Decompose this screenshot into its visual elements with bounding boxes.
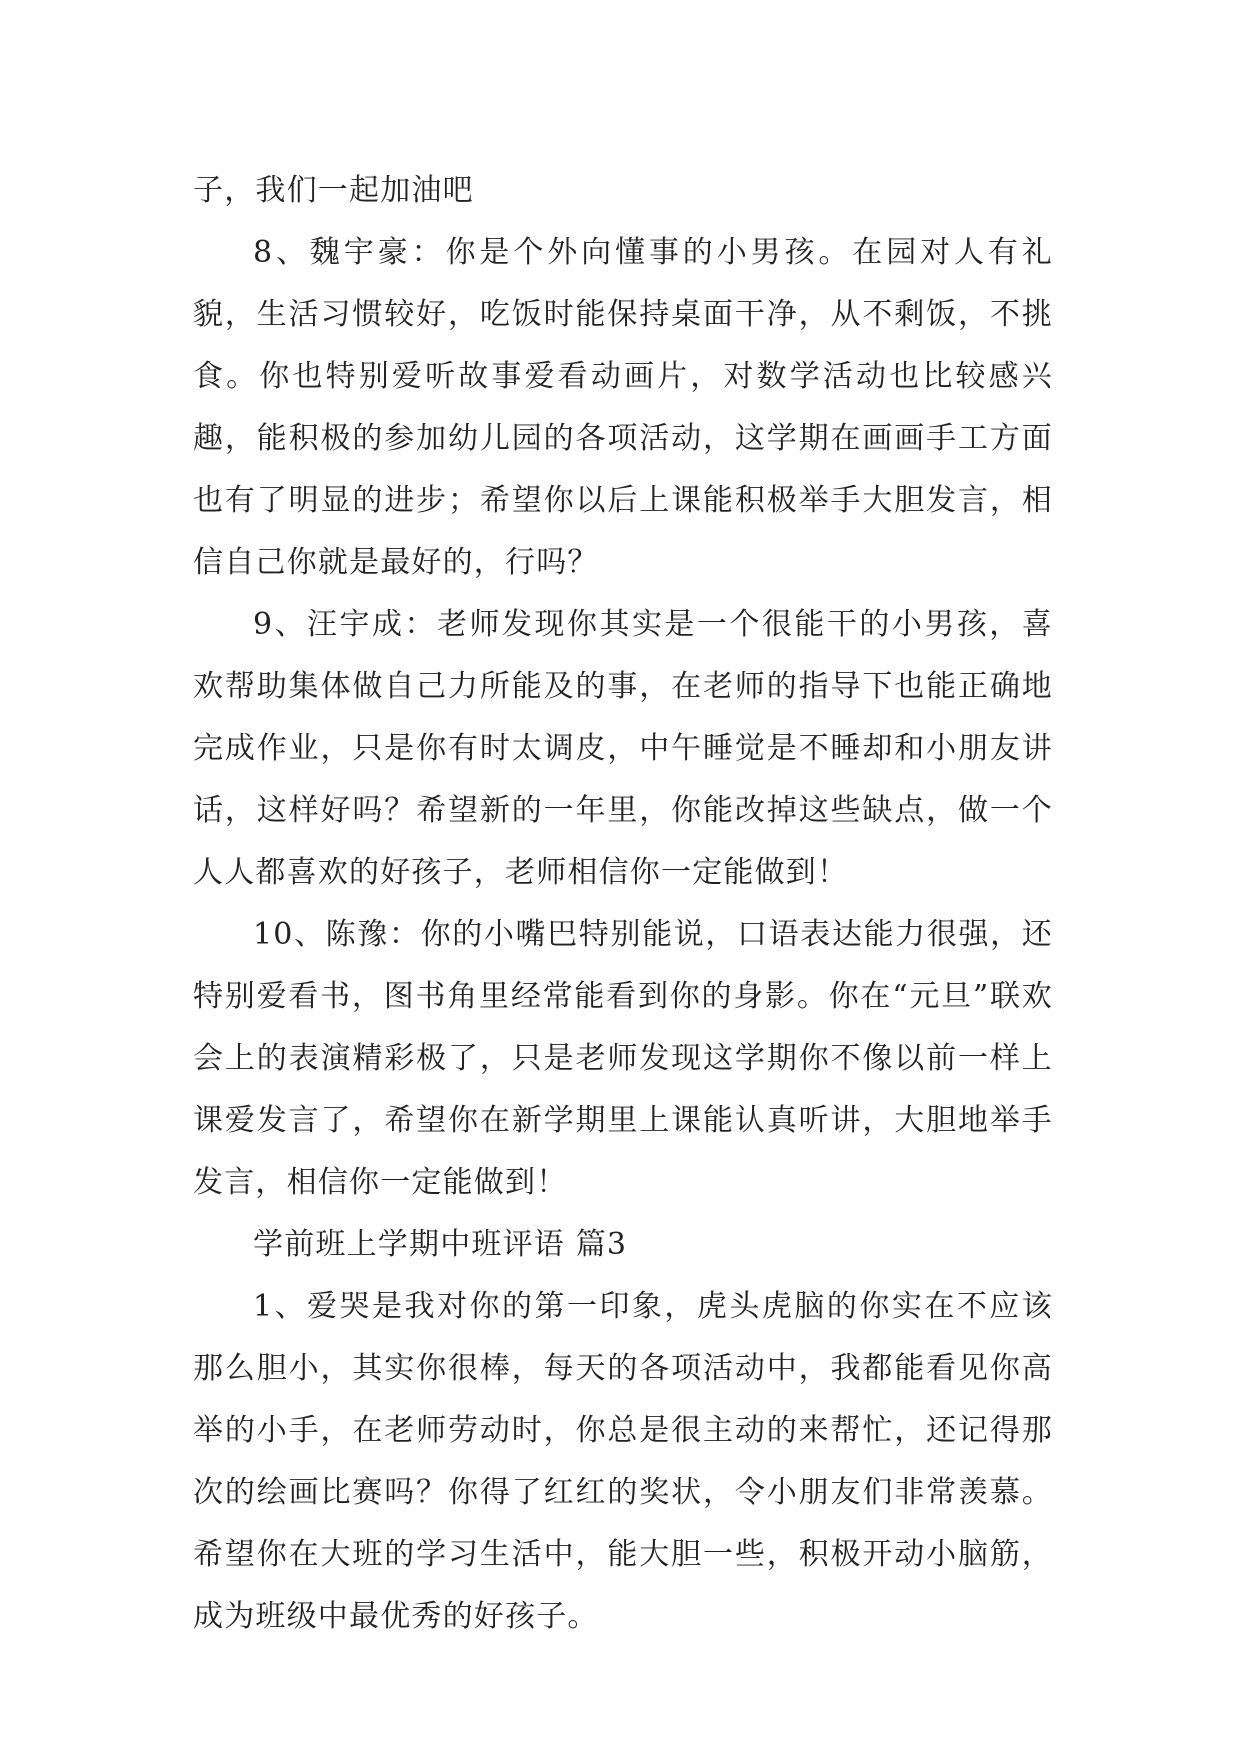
- comment-paragraph-9: 9、汪宇成：老师发现你其实是一个很能干的小男孩，喜欢帮助集体做自己力所能及的事，在老师的指导下也能正确地完成作业，只是你有时太调皮，中午睡觉是不睡却和小朋友讲话，这样好吗？希望新的一年里，你能改掉这些缺点，做一个人人都喜欢的好孩子，老师相信你一定能做到！: [193, 607, 1053, 890]
- comment-paragraph-section3-1: 1、爱哭是我对你的第一印象，虎头虎脑的你实在不应该那么胆小，其实你很棒，每天的各项活动中，我都能看见你高举的小手，在老师劳动时，你总是很主动的来帮忙，还记得那次的绘画比赛吗？你得了红红的奖状，令小朋友们非常羡慕。希望你在大班的学习生活中，能大胆一些，积极开动小脑筋，成为班级中最优秀的好孩子。: [193, 1289, 1053, 1634]
- section-heading: 学前班上学期中班评语 篇3: [253, 1227, 628, 1262]
- comment-paragraph-8: 8、魏宇豪：你是个外向懂事的小男孩。在园对人有礼貌，生活习惯较好，吃饭时能保持桌面干净，从不剩饭，不挑食。你也特别爱听故事爱看动画片，对数学活动也比较感兴趣，能积极的参加幼儿园的各项活动，这学期在画画手工方面也有了明显的进步；希望你以后上课能积极举手大胆发言，相信自己你就是最好的，行吗？: [193, 235, 1053, 580]
- comment-paragraph-10: 10、陈豫：你的小嘴巴特别能说，口语表达能力很强，还特别爱看书，图书角里经常能看到你的身影。你在“元旦”联欢会上的表演精彩极了，只是老师发现这学期你不像以前一样上课爱发言了，希望你在新学期里上课能认真听讲，大胆地举手发言，相信你一定能做到！: [193, 917, 1053, 1200]
- paragraph-continuation: 子，我们一起加油吧: [193, 173, 474, 208]
- document-body: [193, 160, 1053, 1648]
